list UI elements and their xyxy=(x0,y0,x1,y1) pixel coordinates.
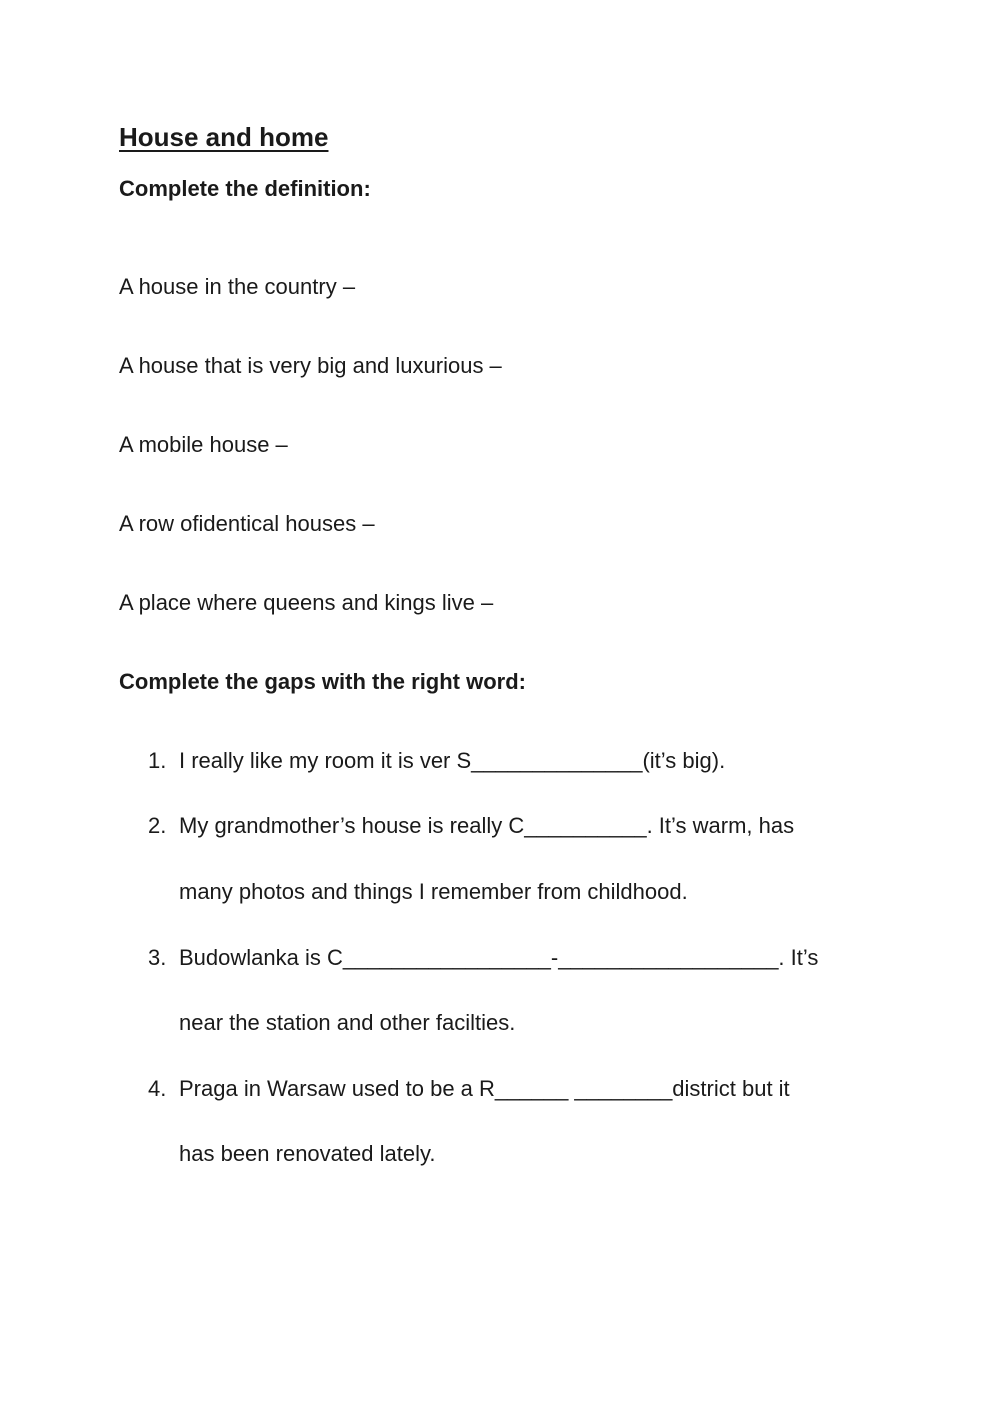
gap-sentence: I really like my room it is ver S______________(it’s big). xyxy=(179,748,726,773)
gaps-heading: Complete the gaps with the right word: xyxy=(119,669,526,694)
gap-sentence-continued: has been renovated lately. xyxy=(179,1141,436,1166)
gap-sentence: Praga in Warsaw used to be a R______ ________district but it xyxy=(179,1076,790,1101)
definition-item: A row ofidentical houses – xyxy=(119,511,375,536)
definition-item: A house that is very big and luxurious – xyxy=(119,353,502,378)
item-number: 1. xyxy=(148,748,167,773)
item-number: 3. xyxy=(148,945,167,970)
gap-sentence: Budowlanka is C_________________-__________________. It’s xyxy=(179,945,819,970)
definition-item: A mobile house – xyxy=(119,432,288,457)
definition-item: A house in the country – xyxy=(119,274,356,299)
definition-item: A place where queens and kings live – xyxy=(119,590,494,615)
gap-sentence-continued: near the station and other facilties. xyxy=(179,1010,516,1035)
item-number: 2. xyxy=(148,813,167,838)
gap-sentence-continued: many photos and things I remember from childhood. xyxy=(179,879,688,904)
page-title: House and home xyxy=(119,122,329,152)
gap-sentence: My grandmother’s house is really C__________. It’s warm, has xyxy=(179,813,795,838)
definitions-heading: Complete the definition: xyxy=(119,176,371,201)
item-number: 4. xyxy=(148,1076,167,1101)
